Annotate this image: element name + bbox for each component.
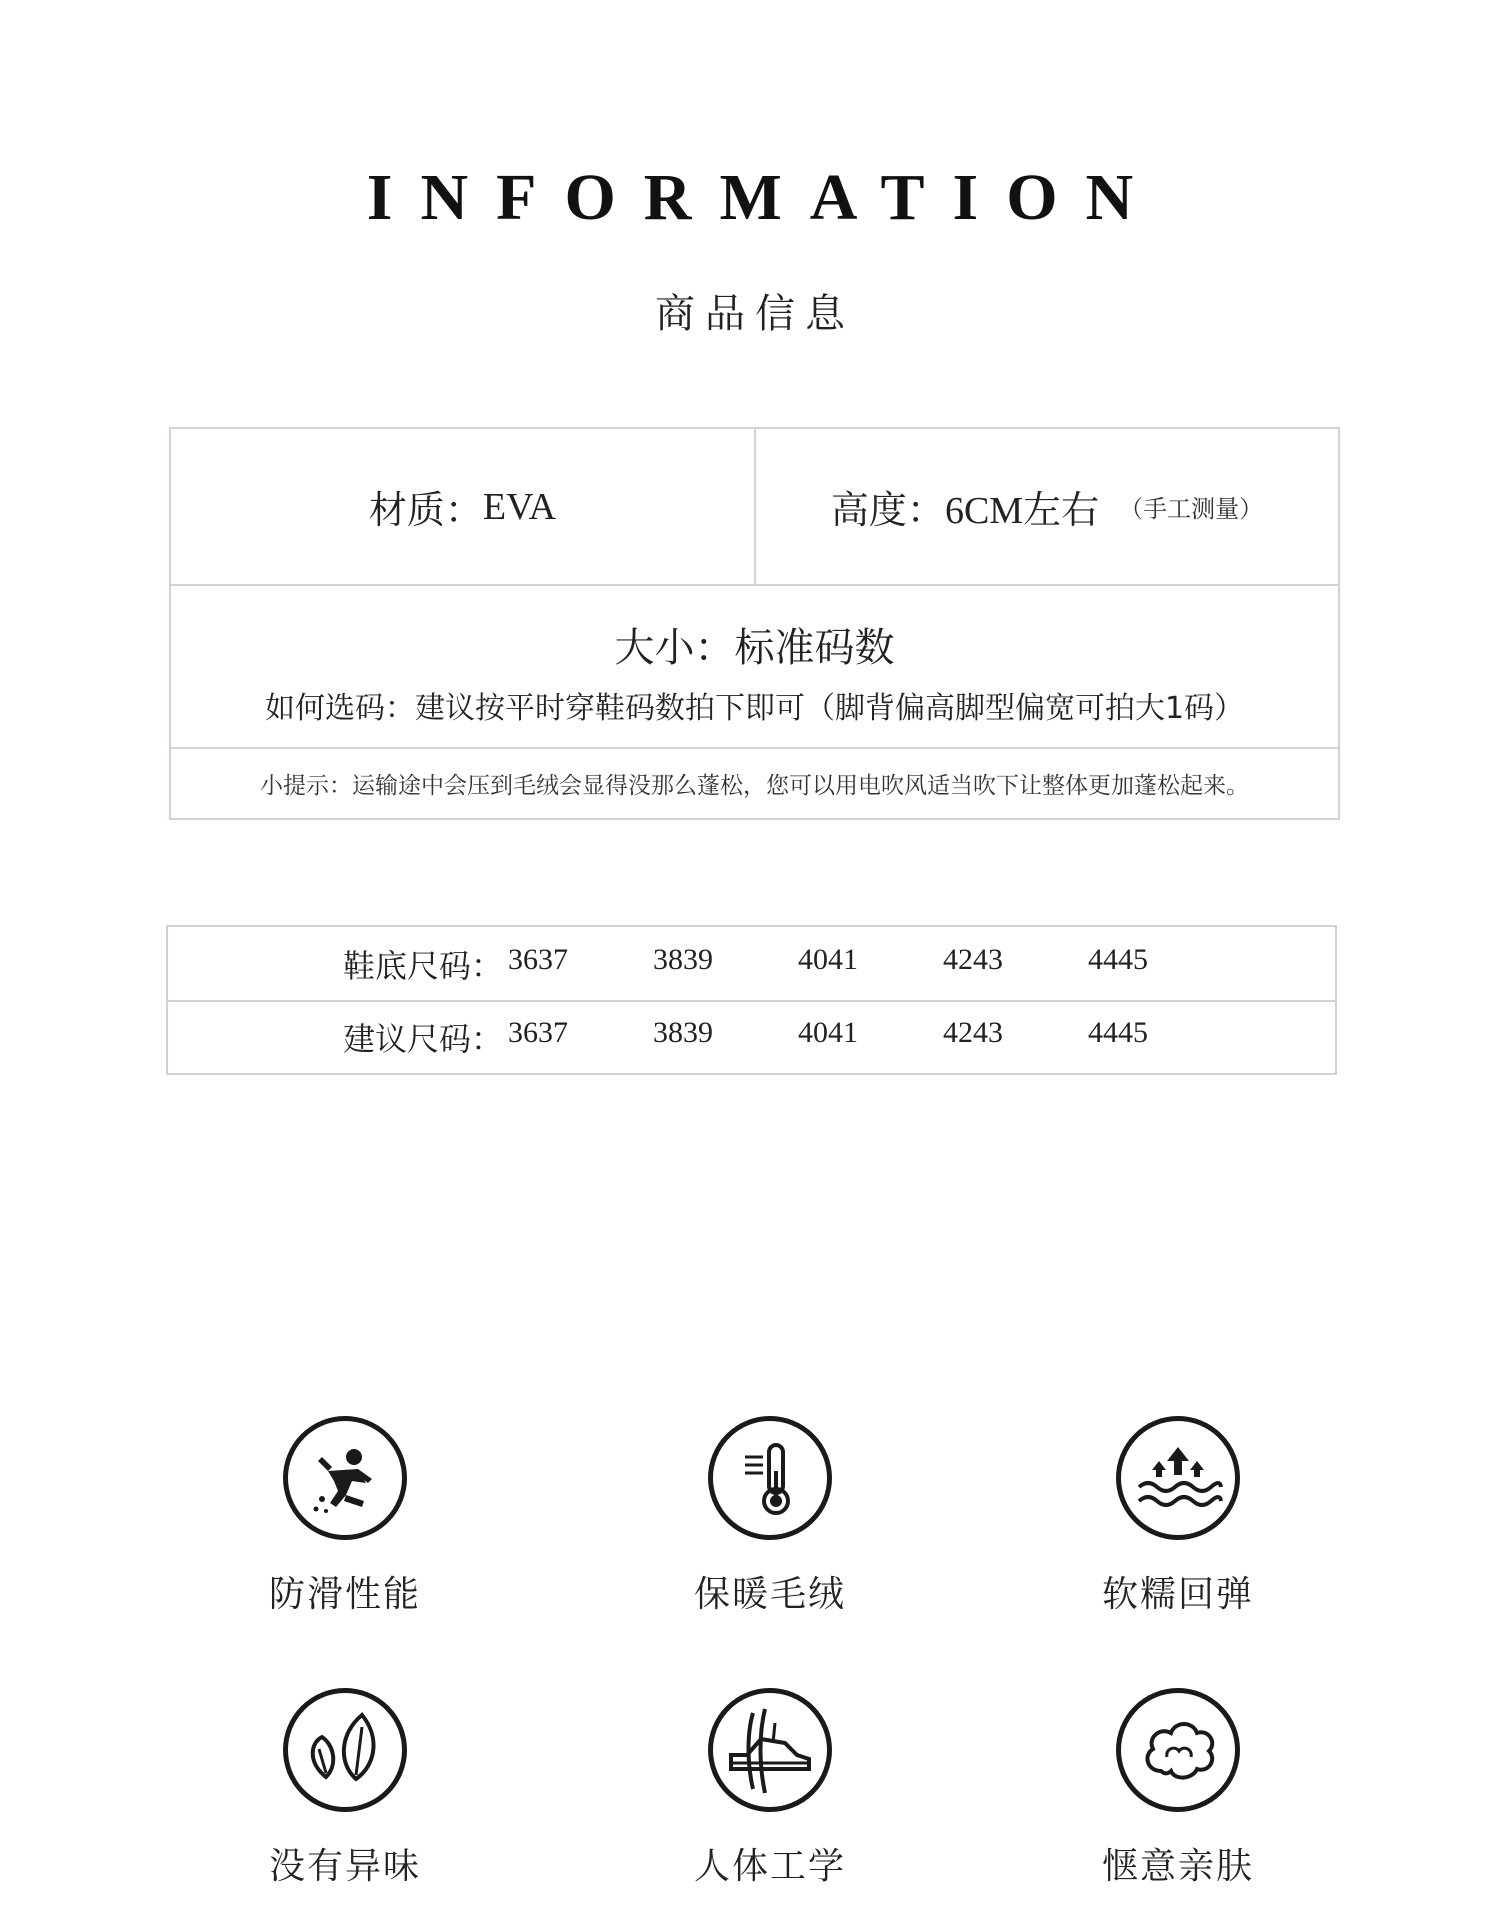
size-value: 3637 (508, 943, 568, 976)
ergonomic-shoe-icon (708, 1688, 832, 1812)
tip-cell (171, 749, 1338, 818)
material-label: 材质： (368, 488, 483, 532)
feature-skin-friendly (1028, 1688, 1328, 1889)
feature-anti-slip (195, 1416, 495, 1617)
height-note: （手工测量） (1119, 495, 1264, 523)
height-value: 6CM左右 (944, 490, 1100, 532)
size-row-sole (168, 927, 1335, 1002)
size-chart (166, 925, 1337, 1075)
size-value: 4243 (943, 943, 1003, 976)
feature-warm-plush (620, 1416, 920, 1617)
size-cell (171, 586, 1338, 749)
size-value: 4041 (798, 943, 858, 976)
feature-label: 保暖毛绒 (693, 1574, 846, 1615)
size-value: 4041 (798, 1016, 858, 1049)
size-advice: 如何选码：建议按平时穿鞋码数拍下即可（脚背偏高脚型偏宽可拍大1码） (264, 691, 1245, 726)
rebound-arrows-icon (1116, 1416, 1240, 1540)
tip-text: 小提示：运输途中会压到毛绒会显得没那么蓬松，您可以用电吹风适当吹下让整体更加蓬松起来。 (260, 773, 1249, 799)
size-row-suggested (168, 1000, 1335, 1073)
size-value: 3839 (653, 1016, 713, 1049)
feature-ergonomic (620, 1688, 920, 1889)
size-value: 3637 (508, 1016, 568, 1049)
size-title: 大小：标准码数 (614, 625, 895, 671)
feature-label: 防滑性能 (268, 1574, 421, 1615)
material-value: EVA (482, 485, 557, 528)
size-value: 4445 (1088, 943, 1148, 976)
cotton-cloud-icon (1116, 1688, 1240, 1812)
height-cell (756, 429, 1338, 586)
size-value: 3839 (653, 943, 713, 976)
feature-label: 没有异味 (268, 1846, 421, 1887)
feature-label: 惬意亲肤 (1101, 1846, 1254, 1887)
feature-no-odor (195, 1688, 495, 1889)
height-label: 高度： (830, 488, 945, 532)
size-row-label: 鞋底尺码： (343, 947, 504, 985)
leaves-icon (283, 1688, 407, 1812)
product-info-table (169, 427, 1340, 820)
size-value: 4445 (1088, 1016, 1148, 1049)
size-row-label: 建议尺码： (343, 1020, 504, 1058)
thermometer-icon (708, 1416, 832, 1540)
feature-soft-rebound (1028, 1416, 1328, 1617)
slip-person-icon (283, 1416, 407, 1540)
page-subtitle: 商品信息 (655, 291, 855, 337)
material-cell (171, 429, 756, 586)
page-title: INFORMATION (366, 161, 1162, 234)
feature-label: 人体工学 (693, 1846, 846, 1887)
feature-label: 软糯回弹 (1101, 1574, 1254, 1615)
size-value: 4243 (943, 1016, 1003, 1049)
